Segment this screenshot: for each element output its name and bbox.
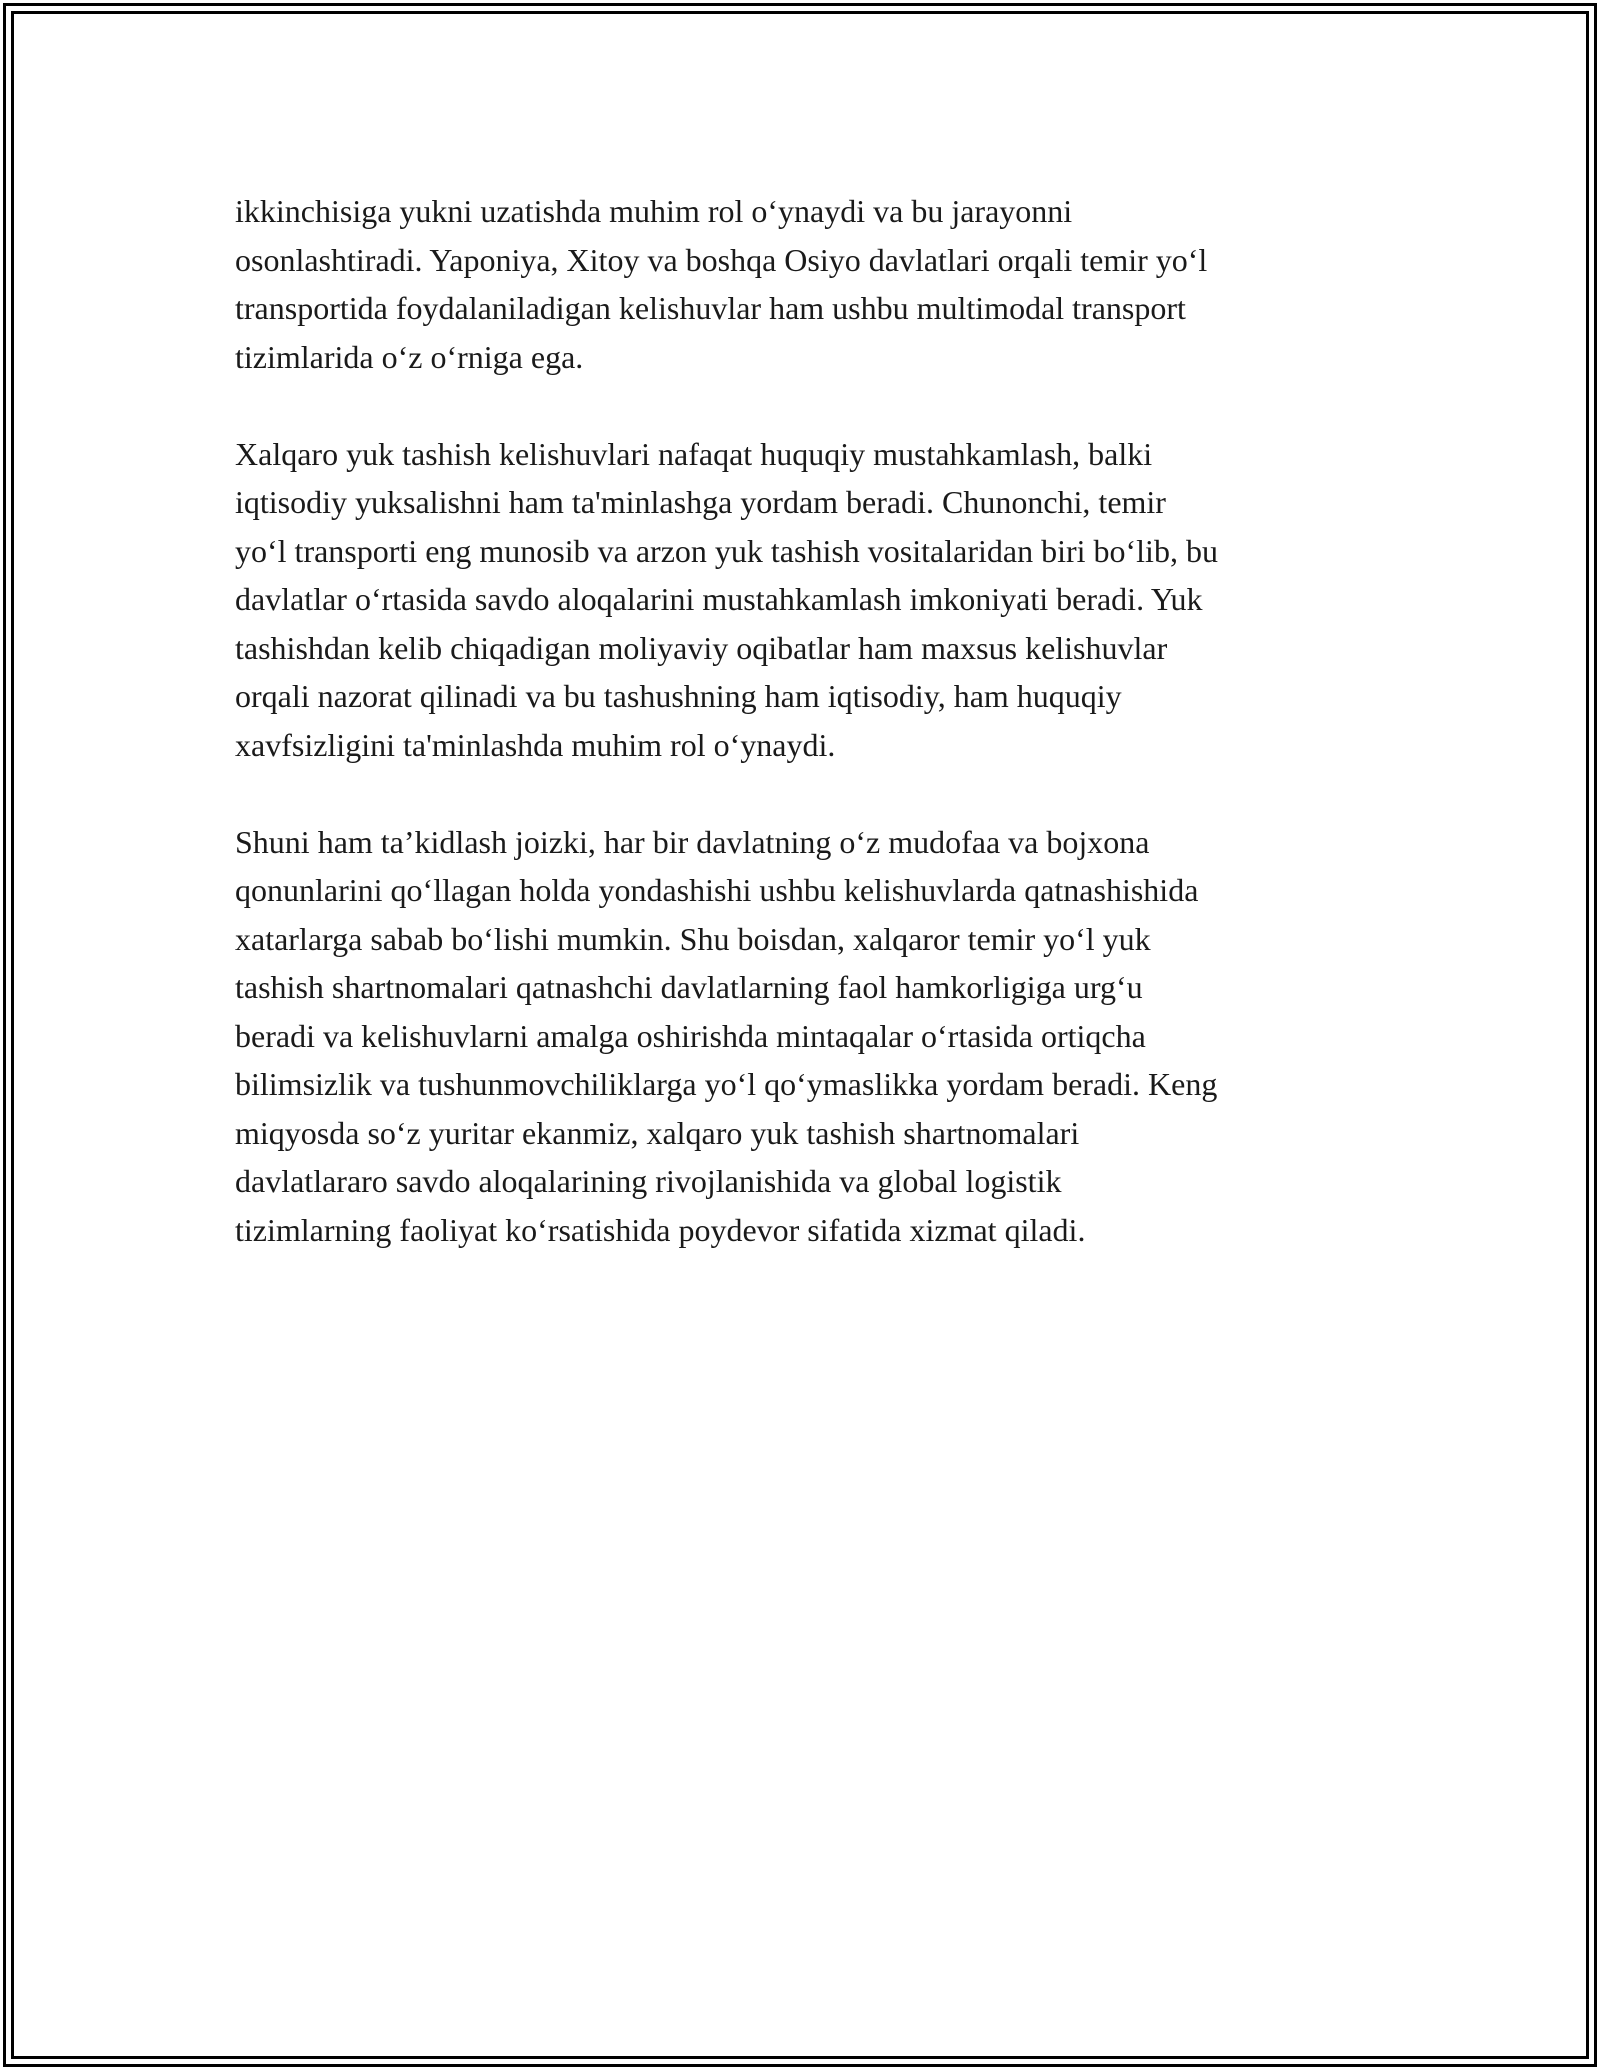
paragraph-3: Shuni ham ta’kidlash joizki, har bir davlatning o‘z mudofaa va bojxona qonunlarini qo‘llagan holda yondashishi ushbu kelishuvlarda qatnashishida xatarlarga sabab bo‘lishi mumkin. Shu boisdan, xalqaror temir yo‘l yuk tashish shartnomalari qatnashchi davlatlarning faol hamkorligiga urg‘u beradi va kelishuvlarni amalga oshirishda mintaqalar o‘rtasida ortiqcha bilimsizlik va tushunmovchiliklarga yo‘l qo‘ymaslikka yordam beradi. Keng miqyosda so‘z yuritar ekanmiz, xalqaro yuk tashish shartnomalari davlatlararo savdo aloqalarining rivojlanishida va global logistik tizimlarning faoliyat ko‘rsatishida poydevor sifatida xizmat qiladi.: [235, 823, 1218, 1248]
document-body: [235, 187, 1370, 1254]
paragraph-2: Xalqaro yuk tashish kelishuvlari nafaqat huquqiy mustahkamlash, balki iqtisodiy yuksalishni ham ta'minlashga yordam beradi. Chunonchi, temir yo‘l transporti eng munosib va arzon yuk tashish vositalaridan biri bo‘lib, bu davlatlar o‘rtasida savdo aloqalarini mustahkamlash imkoniyati beradi. Yuk tashishdan kelib chiqadigan moliyaviy oqibatlar ham maxsus kelishuvlar orqali nazorat qilinadi va bu tashushning ham iqtisodiy, ham huquqiy xavfsizligini ta'minlashda muhim rol o‘ynaydi.: [235, 435, 1218, 763]
paragraph-1: ikkinchisiga yukni uzatishda muhim rol o‘ynaydi va bu jarayonni osonlashtiradi. Yaponiya, Xitoy va boshqa Osiyo davlatlari orqali temir yo‘l transportida foydalaniladigan kelishuvlar ham ushbu multimodal transport tizimlarida o‘z o‘rniga ega.: [235, 193, 1208, 375]
